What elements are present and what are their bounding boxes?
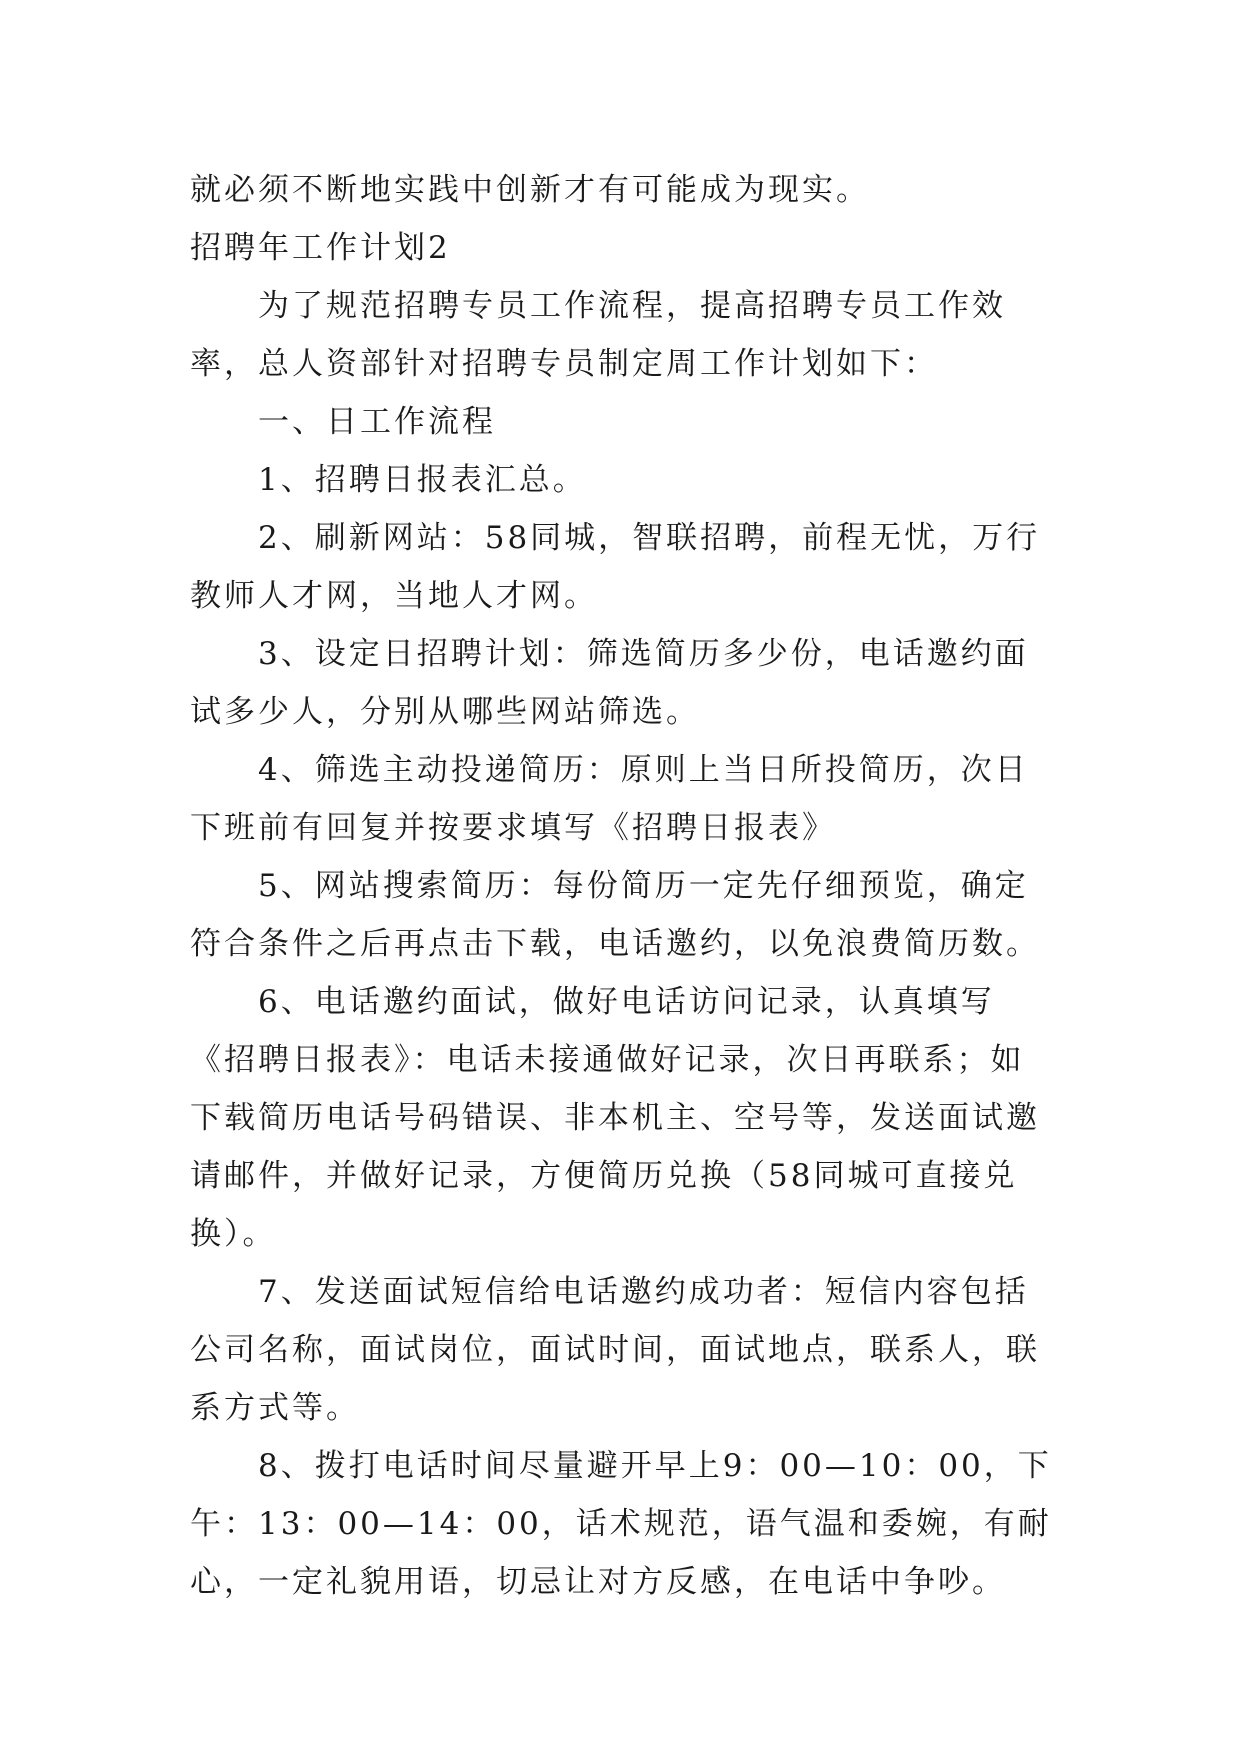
section-heading: 一、日工作流程 (258, 404, 496, 440)
list-item: 7、发送面试短信给电话邀约成功者：短信内容包括公司名称，面试岗位，面试时间，面试地点，联系人，联系方式等。 (190, 1274, 1040, 1426)
list-item: 8、拨打电话时间尽量避开早上9：00—10：00，下午：13：00—14：00，话术规范，语气温和委婉，有耐心，一定礼貌用语，切忌让对方反感，在电话中争吵。 (190, 1448, 1052, 1600)
list-item: 1、招聘日报表汇总。 (258, 462, 587, 498)
section-title: 招聘年工作计划2 (190, 230, 451, 266)
paragraph-continuation: 就必须不断地实践中创新才有可能成为现实。 (190, 172, 870, 208)
paragraph-intro: 为了规范招聘专员工作流程，提高招聘专员工作效率，总人资部针对招聘专员制定周工作计划如下： (190, 288, 1006, 382)
document-body (190, 161, 1056, 1611)
list-item: 4、筛选主动投递简历：原则上当日所投简历，次日下班前有回复并按要求填写《招聘日报表》 (190, 752, 1029, 846)
list-item: 6、电话邀约面试，做好电话访问记录，认真填写《招聘日报表》：电话未接通做好记录，次日再联系；如下载简历电话号码错误、非本机主、空号等，发送面试邀请邮件，并做好记录，方便简历兑换（58同城可直接兑换）。 (190, 984, 1040, 1252)
list-item: 2、刷新网站：58同城，智联招聘，前程无忧，万行教师人才网，当地人才网。 (190, 520, 1041, 614)
list-item: 5、网站搜索简历：每份简历一定先仔细预览，确定符合条件之后再点击下载，电话邀约，以免浪费简历数。 (190, 868, 1040, 962)
list-item: 3、设定日招聘计划：筛选简历多少份，电话邀约面试多少人，分别从哪些网站筛选。 (190, 636, 1029, 730)
